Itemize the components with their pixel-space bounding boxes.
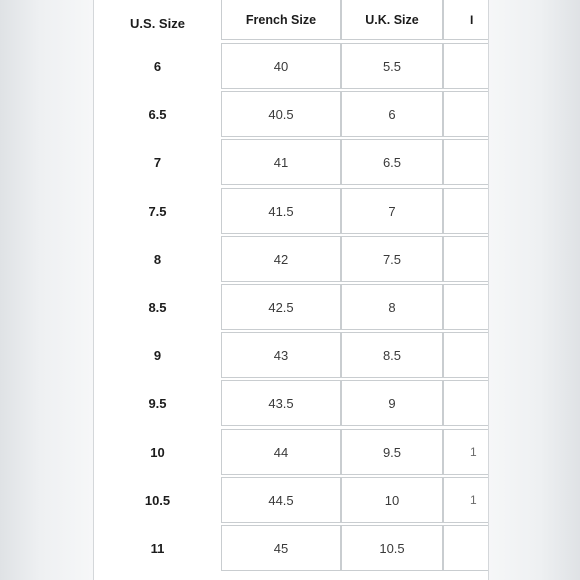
clipped-size-header: [443, 0, 489, 40]
us-size-cell: 7.5: [148, 203, 167, 219]
size-chart-panel: [93, 0, 489, 580]
french-size-cell: 43.5: [221, 380, 341, 426]
clipped-size-cell: [443, 332, 489, 378]
clipped-size-cell: [443, 525, 489, 571]
french-size-cell: 41.5: [221, 188, 341, 234]
french-size-cell: 40.5: [221, 91, 341, 137]
us-size-cell: 8.5: [148, 299, 167, 315]
french-size-cell: 41: [221, 139, 341, 185]
us-size-cell: 6.5: [148, 106, 167, 122]
uk-size-cell: 6: [341, 91, 443, 137]
us-size-cell: 7: [153, 154, 162, 170]
us-size-cell: 6: [153, 58, 162, 74]
us-size-cell: 10.5: [144, 492, 171, 508]
uk-size-header: U.K. Size: [341, 0, 443, 40]
us-size-cell: 10: [150, 444, 165, 460]
french-size-cell: 40: [221, 43, 341, 89]
clipped-size-cell: [443, 188, 489, 234]
french-size-cell: 44.5: [221, 477, 341, 523]
clipped-size-cell: [443, 477, 489, 523]
clipped-size-cell: [443, 236, 489, 282]
us-size-cell: 9: [153, 347, 162, 363]
clipped-size-cell: [443, 91, 489, 137]
us-size-header: U.S. Size: [130, 15, 185, 31]
uk-size-cell: 6.5: [341, 139, 443, 185]
clipped-size-cell: [443, 139, 489, 185]
us-size-cell: 11: [150, 540, 165, 556]
clipped-size-value: 1: [470, 493, 477, 507]
us-size-cell: 8: [153, 251, 162, 267]
uk-size-cell: 7.5: [341, 236, 443, 282]
french-size-cell: 42: [221, 236, 341, 282]
clipped-size-cell: [443, 429, 489, 475]
uk-size-cell: 8: [341, 284, 443, 330]
clipped-size-cell: [443, 43, 489, 89]
uk-size-cell: 10.5: [341, 525, 443, 571]
uk-size-cell: 9: [341, 380, 443, 426]
french-size-cell: 44: [221, 429, 341, 475]
french-size-cell: 42.5: [221, 284, 341, 330]
clipped-size-cell: [443, 380, 489, 426]
french-size-header: French Size: [221, 0, 341, 40]
uk-size-cell: 7: [341, 188, 443, 234]
uk-size-cell: 5.5: [341, 43, 443, 89]
clipped-size-cell: [443, 284, 489, 330]
french-size-cell: 43: [221, 332, 341, 378]
french-size-cell: 45: [221, 525, 341, 571]
clipped-size-value: 1: [470, 445, 477, 459]
clipped-header-label: I: [470, 12, 474, 27]
uk-size-cell: 10: [341, 477, 443, 523]
us-size-cell: 9.5: [148, 395, 167, 411]
uk-size-cell: 9.5: [341, 429, 443, 475]
uk-size-cell: 8.5: [341, 332, 443, 378]
